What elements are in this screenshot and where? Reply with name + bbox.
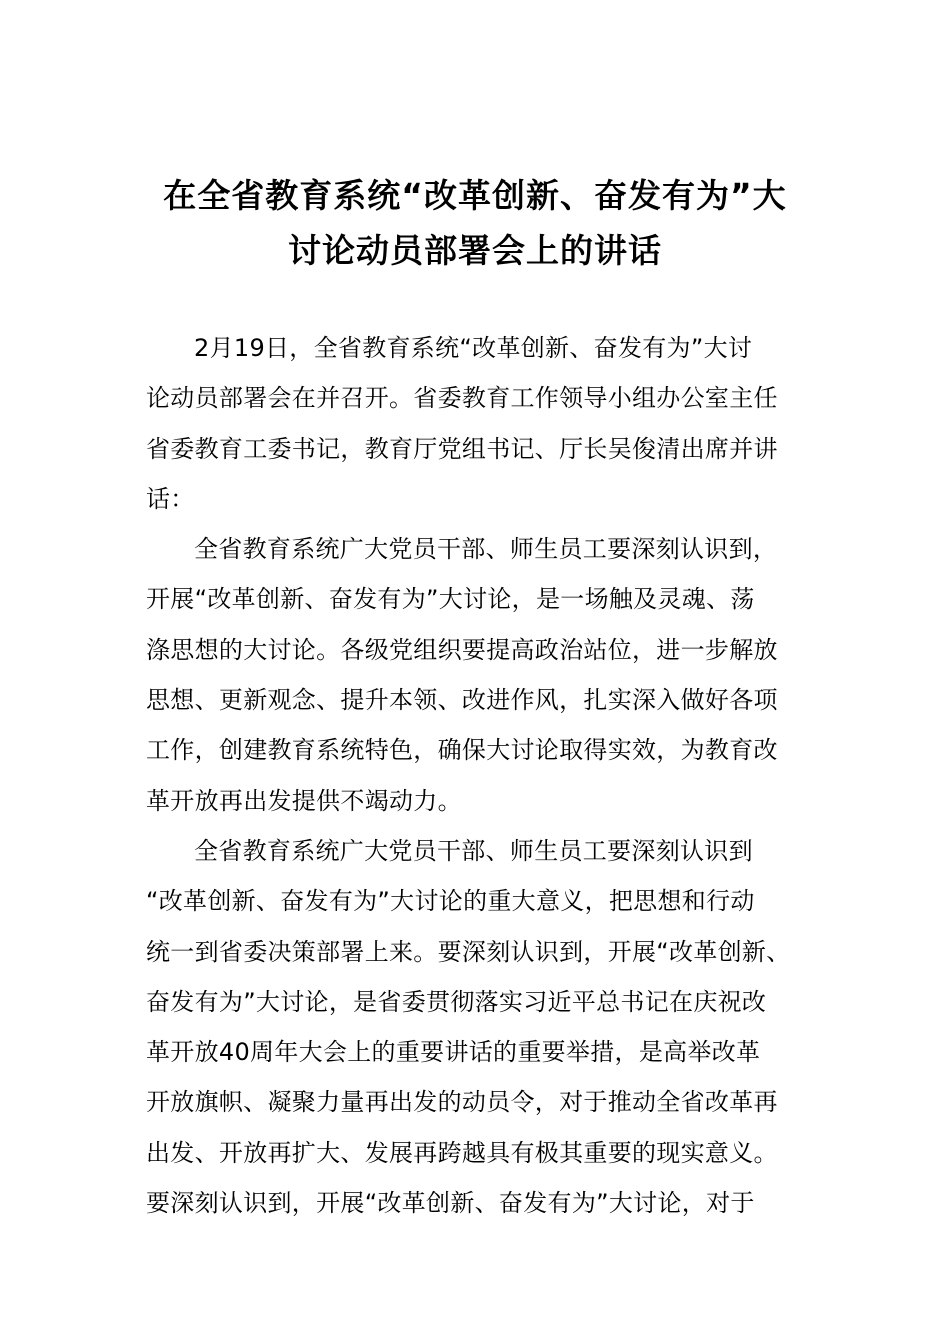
- paragraph-1-line: 话：: [146, 484, 195, 513]
- title-line-2: 讨论动员部署会上的讲话: [288, 231, 662, 270]
- paragraph-3-line: 要深刻认识到，开展“改革创新、奋发有为”大讨论，对于: [146, 1189, 755, 1218]
- document-title: [140, 168, 810, 278]
- paragraph-3-line: 统一到省委决策部署上来。要深刻认识到，开展“改革创新、: [146, 937, 791, 966]
- paragraph-3-line: 出发、开放再扩大、发展再跨越具有极其重要的现实意义。: [146, 1138, 778, 1167]
- paragraph-2-line: 革开放再出发提供不竭动力。: [146, 786, 462, 815]
- paragraph-3-line: 革开放40周年大会上的重要讲话的重要举措，是高举改革: [146, 1038, 761, 1067]
- paragraph-3-line: 全省教育系统广大党员干部、师生员工要深刻认识到: [194, 836, 753, 865]
- paragraph-3-line: 奋发有为”大讨论，是省委贯彻落实习近平总书记在庆祝改: [146, 987, 767, 1016]
- paragraph-2-line: 工作，创建教育系统特色，确保大讨论取得实效，为教育改: [146, 736, 778, 765]
- paragraph-1-line: 论动员部署会在并召开。省委教育工作领导小组办公室主任: [146, 384, 778, 413]
- paragraph-1-line: 省委教育工委书记，教育厅党组书记、厅长吴俊清出席并讲: [146, 434, 778, 463]
- title-line-1: 在全省教育系统“改革创新、奋发有为”大: [163, 176, 787, 215]
- paragraph-2-line: 开展“改革创新、奋发有为”大讨论，是一场触及灵魂、荡: [146, 585, 755, 614]
- paragraph-3-line: “改革创新、奋发有为”大讨论的重大意义，把思想和行动: [146, 887, 755, 916]
- paragraph-1-line: 2月19日，全省教育系统“改革创新、奋发有为”大讨: [194, 334, 753, 362]
- paragraph-2-line: 涤思想的大讨论。各级党组织要提高政治站位，进一步解放: [146, 635, 778, 664]
- paragraph-3-line: 开放旗帜、凝聚力量再出发的动员令，对于推动全省改革再: [146, 1088, 778, 1117]
- paragraph-2-line: 思想、更新观念、提升本领、改进作风，扎实深入做好各项: [146, 686, 778, 715]
- paragraph-2-line: 全省教育系统广大党员干部、师生员工要深刻认识到，: [194, 535, 778, 564]
- document-body: [146, 323, 814, 1228]
